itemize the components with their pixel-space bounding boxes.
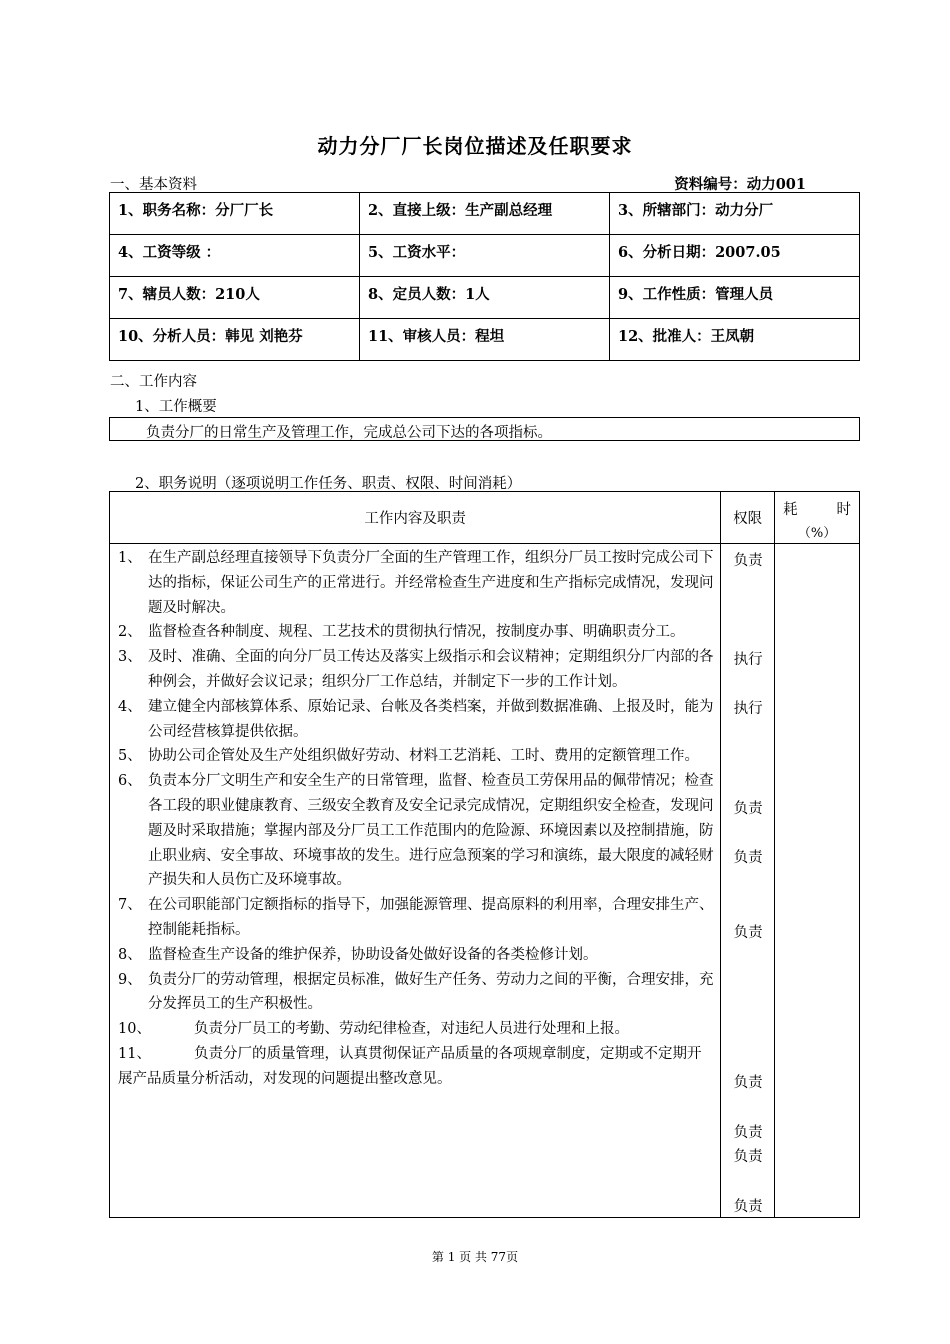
authority-label: 负责 bbox=[733, 801, 763, 817]
basic-info-cell: 3、所辖部门：动力分厂 bbox=[610, 193, 860, 235]
duty-item-text: 协助公司企管处及生产处组织做好劳动、材料工艺消耗、工时、费用的定额管理工作。 bbox=[148, 748, 699, 765]
duty-item-text: 负责分厂的劳动管理，根据定员标准，做好生产任务、劳动力之间的平衡，合理安排，充分发挥员工的生产积极性。 bbox=[148, 971, 714, 1013]
authority-label: 负责 bbox=[733, 1075, 763, 1091]
authority-label: 执行 bbox=[733, 652, 763, 668]
duty-item bbox=[118, 620, 714, 645]
duty-authority-cell bbox=[721, 544, 775, 1218]
basic-info-row bbox=[110, 193, 860, 235]
duty-item-text: 在生产副总经理直接领导下负责分厂全面的生产管理工作，组织分厂员工按时完成公司下达的指标，保证公司生产的正常进行。并经常检查生产进度和生产指标完成情况，发现问题及时解决。 bbox=[148, 550, 714, 616]
duty-table-body bbox=[110, 544, 860, 1218]
page-footer: 第 1 页 共 77页 bbox=[431, 1250, 519, 1264]
duty-item bbox=[118, 744, 714, 769]
authority-label: 负责 bbox=[733, 1125, 763, 1141]
duty-item bbox=[118, 893, 714, 943]
basic-info-cell: 1、职务名称：分厂厂长 bbox=[110, 193, 360, 235]
section-basic-info-label: 一、基本资料 bbox=[110, 177, 197, 193]
header-authority: 权限 bbox=[721, 492, 775, 544]
header-time-percent bbox=[775, 492, 860, 544]
duty-item-number: 11、 bbox=[118, 1045, 151, 1062]
basic-info-table bbox=[109, 192, 860, 361]
duty-item-number: 2、 bbox=[118, 624, 142, 641]
duty-item bbox=[118, 769, 714, 893]
duty-item bbox=[118, 968, 714, 1018]
basic-info-cell: 10、分析人员：韩见 刘艳芬 bbox=[110, 319, 360, 361]
header-time-unit: （%） bbox=[797, 526, 837, 541]
header-time-char-2: 时 bbox=[836, 502, 851, 518]
basic-info-cell: 2、直接上级：生产副总经理 bbox=[360, 193, 610, 235]
authority-label: 负责 bbox=[733, 1149, 763, 1165]
duty-item-number: 3、 bbox=[118, 649, 142, 666]
work-overview-label: 1、工作概要 bbox=[135, 399, 217, 415]
duty-item-number: 1、 bbox=[118, 550, 142, 566]
duty-item-text: 负责分厂员工的考勤、劳动纪律检查，对违纪人员进行处理和上报。 bbox=[194, 1021, 629, 1038]
duty-item-number: 6、 bbox=[118, 773, 142, 790]
header-time-char-1: 耗 bbox=[783, 502, 798, 518]
basic-info-row bbox=[110, 277, 860, 319]
duty-item-number: 9、 bbox=[118, 971, 142, 988]
header-content: 工作内容及职责 bbox=[110, 492, 721, 544]
duty-item bbox=[118, 546, 714, 620]
authority-label: 负责 bbox=[733, 553, 763, 569]
basic-info-cell: 12、批准人：王凤朝 bbox=[610, 319, 860, 361]
duty-table bbox=[109, 491, 860, 1218]
basic-info-row bbox=[110, 235, 860, 277]
duty-item-text: 负责本分厂文明生产和安全生产的日常管理，监督、检查员工劳保用品的佩带情况；检查各工段的职业健康教育、三级安全教育及安全记录完成情况，定期组织安全检查，发现问题及时采取措施；掌握内部及分厂员工工作范围内的危险源、环境因素以及控制措施，防止职业病、安全事故、环境事故的发生。进行应急预案的学习和演练，最大限度的减轻财产损失和人员伤亡及环境事故。 bbox=[148, 773, 714, 889]
duty-items-list bbox=[110, 544, 720, 1092]
duty-item-text: 建立健全内部核算体系、原始记录、台帐及各类档案，并做到数据准确、上报及时，能为公司经营核算提供依据。 bbox=[148, 698, 714, 740]
duty-item-number: 4、 bbox=[118, 698, 142, 715]
duty-item-text: 监督检查各种制度、规程、工艺技术的贯彻执行情况，按制度办事、明确职责分工。 bbox=[148, 624, 685, 641]
basic-info-cell: 9、工作性质：管理人员 bbox=[610, 277, 860, 319]
authority-label: 负责 bbox=[733, 925, 763, 941]
section-work-content-label: 二、工作内容 bbox=[110, 374, 197, 390]
duty-item bbox=[118, 695, 714, 745]
duty-item-number: 5、 bbox=[118, 748, 142, 765]
duty-item-number: 10、 bbox=[118, 1021, 151, 1038]
duty-item bbox=[118, 943, 714, 968]
basic-info-cell: 4、工资等级 ： bbox=[110, 235, 360, 277]
duty-item-text: 及时、准确、全面的向分厂员工传达及落实上级指示和会议精神；定期组织分厂内部的各种例会，并做好会议记录；组织分厂工作总结，并制定下一步的工作计划。 bbox=[148, 649, 714, 690]
duty-table-header bbox=[110, 492, 860, 544]
duty-item-text: 监督检查生产设备的维护保养，协助设备处做好设备的各类检修计划。 bbox=[148, 946, 598, 963]
basic-info-cell: 11、审核人员：程坦 bbox=[360, 319, 610, 361]
duty-description-label: 2、职务说明（逐项说明工作任务、职责、权限、时间消耗） bbox=[135, 476, 522, 492]
duty-item bbox=[118, 1017, 714, 1042]
duty-item bbox=[118, 1042, 714, 1092]
basic-info-row bbox=[110, 319, 860, 361]
basic-info-cell: 6、分析日期：2007.05 bbox=[610, 235, 860, 277]
work-overview-box: 负责分厂的日常生产及管理工作，完成总公司下达的各项指标。 bbox=[109, 417, 860, 441]
basic-info-cell: 7、辖员人数：210人 bbox=[110, 277, 360, 319]
authority-label: 执行 bbox=[733, 701, 763, 717]
duty-item-text: 负责分厂的质量管理，认真贯彻保证产品质量的各项规章制度，定期或不定期开展产品质量分析活动，对发现的问题提出整改意见。 bbox=[118, 1045, 702, 1087]
basic-info-cell: 5、工资水平： bbox=[360, 235, 610, 277]
authority-label: 负责 bbox=[733, 1199, 763, 1215]
basic-info-cell: 8、定员人数：1人 bbox=[360, 277, 610, 319]
duty-item-number: 7、 bbox=[118, 897, 142, 914]
authority-label: 负责 bbox=[733, 850, 763, 866]
duty-item bbox=[118, 645, 714, 695]
duty-time-cell bbox=[775, 544, 860, 1218]
duty-item-text: 在公司职能部门定额指标的指导下，加强能源管理、提高原料的利用率，合理安排生产、控制能耗指标。 bbox=[148, 897, 714, 938]
duty-item-number: 8、 bbox=[118, 946, 142, 963]
doc-number: 资料编号：动力001 bbox=[674, 176, 806, 193]
duty-content-cell bbox=[110, 544, 721, 1218]
page-title: 动力分厂厂长岗位描述及任职要求 bbox=[317, 134, 633, 158]
